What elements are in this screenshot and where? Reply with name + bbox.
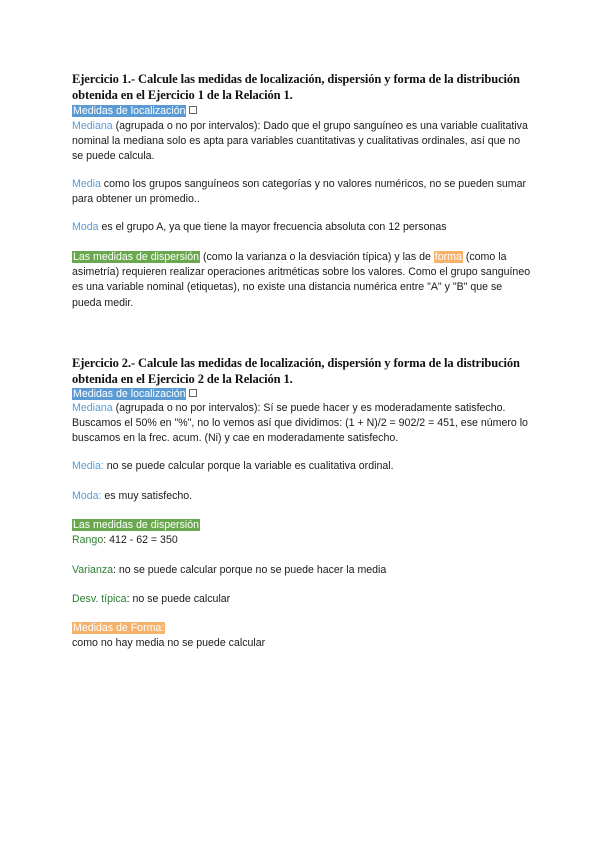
ex1-moda-paragraph	[72, 220, 532, 235]
ex2-media-paragraph	[72, 459, 532, 474]
ex2-varianza-label: Varianza	[72, 564, 114, 576]
ex2-forma-heading: Medidas de Forma:	[73, 622, 165, 634]
ex2-forma-heading-line	[72, 621, 532, 636]
ex1-media-text: como los grupos sanguíneos son categorías y no valores numéricos, no se pueden sumar para obtener un promedio..	[72, 178, 527, 206]
checkbox-icon	[189, 389, 197, 397]
ex1-loc-heading-line	[72, 104, 532, 119]
ex2-dispersion-heading-line	[72, 518, 532, 533]
ex1-dispersion-paragraph	[72, 250, 532, 311]
ex2-moda-text: es muy satisfecho.	[101, 490, 193, 502]
ex2-forma-text: como no hay media no se puede calcular	[72, 637, 266, 649]
ex2-moda-label: Moda:	[72, 490, 102, 502]
ex2-title: Ejercicio 2.- Calcule las medidas de localización, dispersión y forma de la distribución obtenida en el Ejercicio 2 de la Relación 1.	[72, 356, 520, 386]
ex2-desv-label: Desv. típica	[72, 593, 127, 605]
ex1-dispersion-label: Las medidas de dispersión	[73, 251, 200, 263]
ex1-mediana-label: Mediana	[72, 120, 113, 132]
ex1-title: Ejercicio 1.- Calcule las medidas de localización, dispersión y forma de la distribución obtenida en el Ejercicio 1 de la Relación 1.	[72, 72, 520, 102]
ex2-dispersion-heading: Las medidas de dispersión	[73, 519, 200, 531]
ex2-rango-line	[72, 533, 532, 548]
checkbox-icon	[189, 106, 197, 114]
ex2-media-label: Media:	[72, 460, 104, 472]
ex1-mediana-paragraph	[72, 119, 532, 165]
ex1-mediana-text: (agrupada o no por intervalos): Dado que el grupo sanguíneo es una variable cualitativa nominal la mediana solo es apta para variables cuantitativas y cualitativas ordinales, así que no se puede calcula.	[72, 120, 528, 163]
ex1-dispersion-text-1: (como la varianza o la desviación típica) y las de	[200, 251, 434, 263]
ex2-media-text: no se puede calcular porque la variable es cualitativa ordinal.	[103, 460, 394, 472]
ex1-media-paragraph	[72, 177, 532, 207]
ex2-moda-paragraph	[72, 489, 532, 504]
ex2-mediana-paragraph	[72, 401, 532, 447]
ex1-moda-text: es el grupo A, ya que tiene la mayor frecuencia absoluta con 12 personas	[98, 221, 447, 233]
ex1-loc-heading: Medidas de localización	[73, 105, 186, 117]
ex1-media-label: Media	[72, 178, 101, 190]
ex2-loc-heading: Medidas de localización	[73, 388, 186, 400]
ex2-mediana-label: Mediana	[72, 402, 113, 414]
ex2-varianza-text: : no se puede calcular porque no se puede hacer la media	[113, 564, 387, 576]
ex2-desv-text: : no se puede calcular	[126, 593, 231, 605]
ex2-loc-heading-line	[72, 387, 532, 402]
ex2-mediana-text: (agrupada o no por intervalos): Sí se puede hacer y es moderadamente satisfecho. Buscamos el 50% en "%", no lo vemos así que dividimos: (1 + N)/2 = 902/2 = 451, ese número lo buscamos en la frec. acum. (Ni) y cae en moderadamente satisfecho.	[72, 402, 528, 445]
ex1-dispersion-text-2: (como la asimetría) requieren realizar operaciones aritméticas sobre los valores. Como el grupo sanguíneo es una variable nominal (etiquetas), no existe una distancia numérica entre "A" y "B" que se pueda medir.	[72, 251, 531, 309]
ex1-forma-label: forma	[434, 251, 462, 263]
ex2-desv-line	[72, 592, 532, 607]
ex1-moda-label: Moda	[72, 221, 99, 233]
ex2-rango-label: Rango	[72, 534, 104, 546]
ex2-varianza-line	[72, 563, 532, 578]
ex2-rango-text: : 412 - 62 = 350	[103, 534, 178, 546]
